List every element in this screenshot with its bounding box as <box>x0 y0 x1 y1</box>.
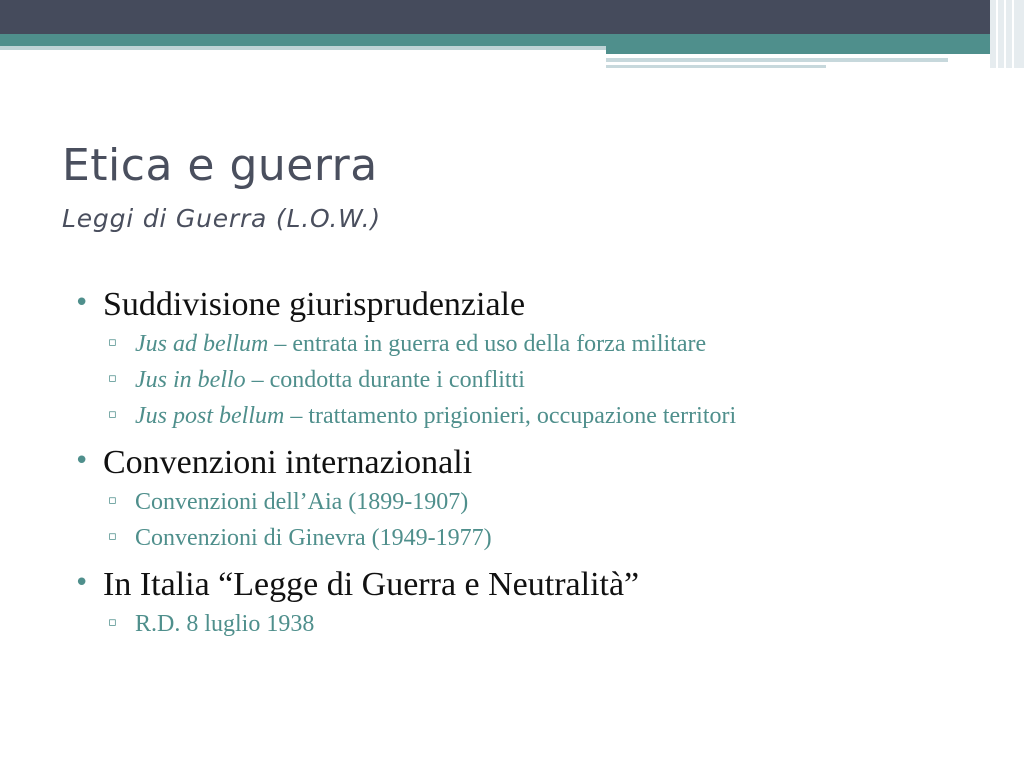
sub-bullet-term: Jus ad bellum <box>135 331 269 357</box>
slide-subtitle: Leggi di Guerra (L.O.W.) <box>62 204 381 233</box>
sub-bullet-item <box>74 490 1014 526</box>
bullet-list <box>74 288 1014 648</box>
header-band-dark <box>0 0 1024 34</box>
header-right-edge <box>990 0 1024 68</box>
small-square-bullet-icon: ▫ <box>108 407 117 422</box>
sub-bullet-text: Convenzioni di Ginevra (1949-1977) <box>135 525 492 551</box>
bullet-dot-icon: • <box>74 568 90 598</box>
header-right-line <box>1004 0 1006 68</box>
sub-bullet-item <box>74 332 1014 368</box>
slide-title: Etica e guerra <box>62 140 378 191</box>
header-band-step <box>606 46 1024 54</box>
sub-bullet-term: Jus in bello <box>135 367 246 393</box>
sub-bullet-item <box>74 612 1014 648</box>
header-right-line <box>996 0 998 68</box>
bullet-text: In Italia “Legge di Guerra e Neutralità” <box>103 566 640 603</box>
bullet-item <box>74 568 1014 612</box>
sub-bullet-text: – trattamento prigionieri, occupazione territori <box>284 403 737 429</box>
bullet-dot-icon: • <box>74 288 90 318</box>
sub-bullet-item <box>74 526 1014 562</box>
small-square-bullet-icon: ▫ <box>108 529 117 544</box>
small-square-bullet-icon: ▫ <box>108 493 117 508</box>
sub-bullet-text: R.D. 8 luglio 1938 <box>135 611 315 637</box>
sub-bullet-item <box>74 368 1014 404</box>
sub-bullet-term: Jus post bellum <box>135 403 285 429</box>
bullet-text: Suddivisione giurisprudenziale <box>103 286 526 323</box>
sub-bullet-text: – condotta durante i conflitti <box>245 367 525 393</box>
header-thin-line-1 <box>606 58 948 62</box>
sub-bullet-text: Convenzioni dell’Aia (1899-1907) <box>135 489 469 515</box>
bullet-item <box>74 446 1014 490</box>
small-square-bullet-icon: ▫ <box>108 335 117 350</box>
header-right-line <box>1012 0 1014 68</box>
small-square-bullet-icon: ▫ <box>108 615 117 630</box>
bullet-item <box>74 288 1014 332</box>
header-thin-line-2 <box>606 65 826 68</box>
header-band-teal <box>0 34 1024 46</box>
sub-bullet-text: – entrata in guerra ed uso della forza militare <box>268 331 707 357</box>
small-square-bullet-icon: ▫ <box>108 371 117 386</box>
sub-bullet-item <box>74 404 1014 440</box>
bullet-text: Convenzioni internazionali <box>103 444 473 481</box>
bullet-dot-icon: • <box>74 446 90 476</box>
